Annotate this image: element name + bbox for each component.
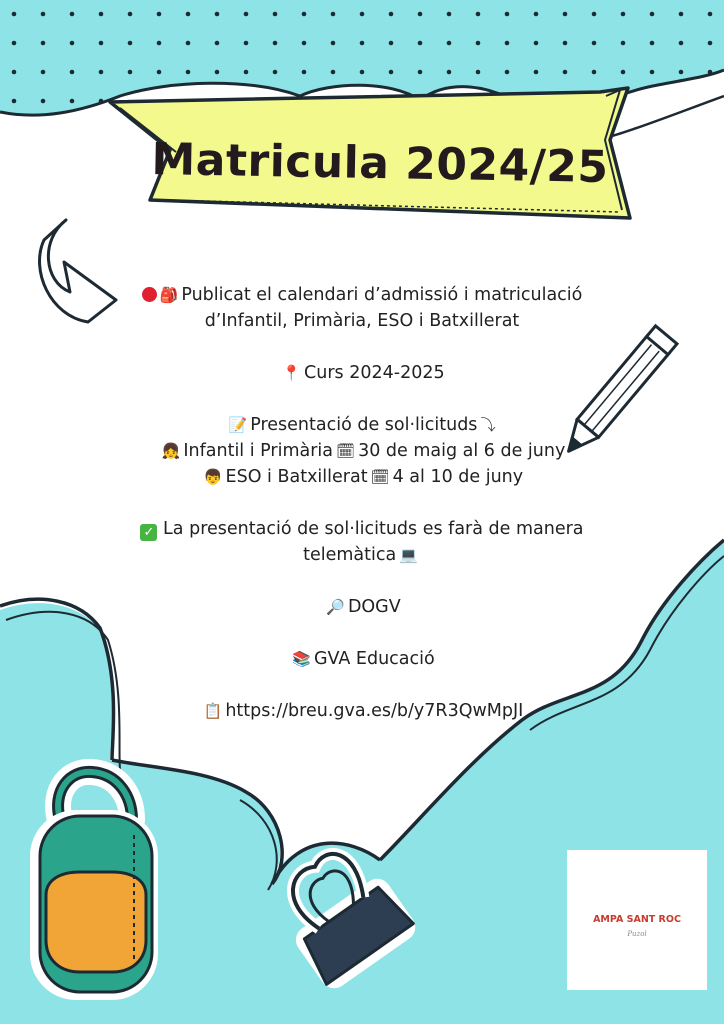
announcement-content: [0, 282, 724, 724]
online-line-1: ✓ La presentació de sol·licituds es farà de manera: [0, 516, 724, 542]
course-line: 📍 Curs 2024-2025: [282, 363, 445, 383]
child-icon: 👧: [161, 442, 181, 460]
red-circle-icon: [142, 287, 157, 302]
memo-icon: 📝: [228, 416, 248, 434]
calendar-icon: 🗓: [370, 468, 390, 486]
arrow-down-right-icon: ⤵: [480, 416, 496, 434]
laptop-icon: 💻: [399, 546, 418, 564]
published-line-2: d’Infantil, Primària, ESO i Batxillerat: [204, 311, 520, 331]
magnifier-icon: 🔎: [326, 598, 345, 616]
red-backpack-icon: 🎒: [159, 286, 179, 304]
presentation-line: 📝 Presentació de sol·licituds ⤵: [228, 415, 496, 435]
gva-line[interactable]: 📚 GVA Educació: [292, 649, 435, 669]
infant-line: 👧 Infantil i Primària 🗓 30 de maig al 6 de juny: [161, 441, 566, 461]
eso-line: 👦 ESO i Batxillerat 🗓 4 al 10 de juny: [203, 467, 524, 487]
published-line-1: 🎒 Publicat el calendari d’admissió i matriculació: [0, 282, 724, 308]
logo-name: AMPA SANT ROC: [593, 914, 681, 925]
clipboard-icon: 📋: [203, 702, 223, 720]
dogv-line[interactable]: 🔎 DOGV: [326, 597, 401, 617]
check-icon: ✓: [140, 524, 157, 541]
ampa-logo: [567, 850, 707, 990]
logo-subtitle: Puzol: [627, 930, 647, 938]
link-line[interactable]: 📋 https://breu.gva.es/b/y7R3QwMpJI: [203, 701, 524, 721]
teen-icon: 👦: [203, 468, 223, 486]
online-line-2: telemàtica 💻: [303, 545, 418, 565]
pin-icon: 📍: [282, 364, 302, 382]
calendar-icon: 🗓: [336, 442, 356, 460]
page-title: Matricula 2024/25: [151, 134, 609, 193]
books-icon: 📚: [292, 650, 311, 668]
